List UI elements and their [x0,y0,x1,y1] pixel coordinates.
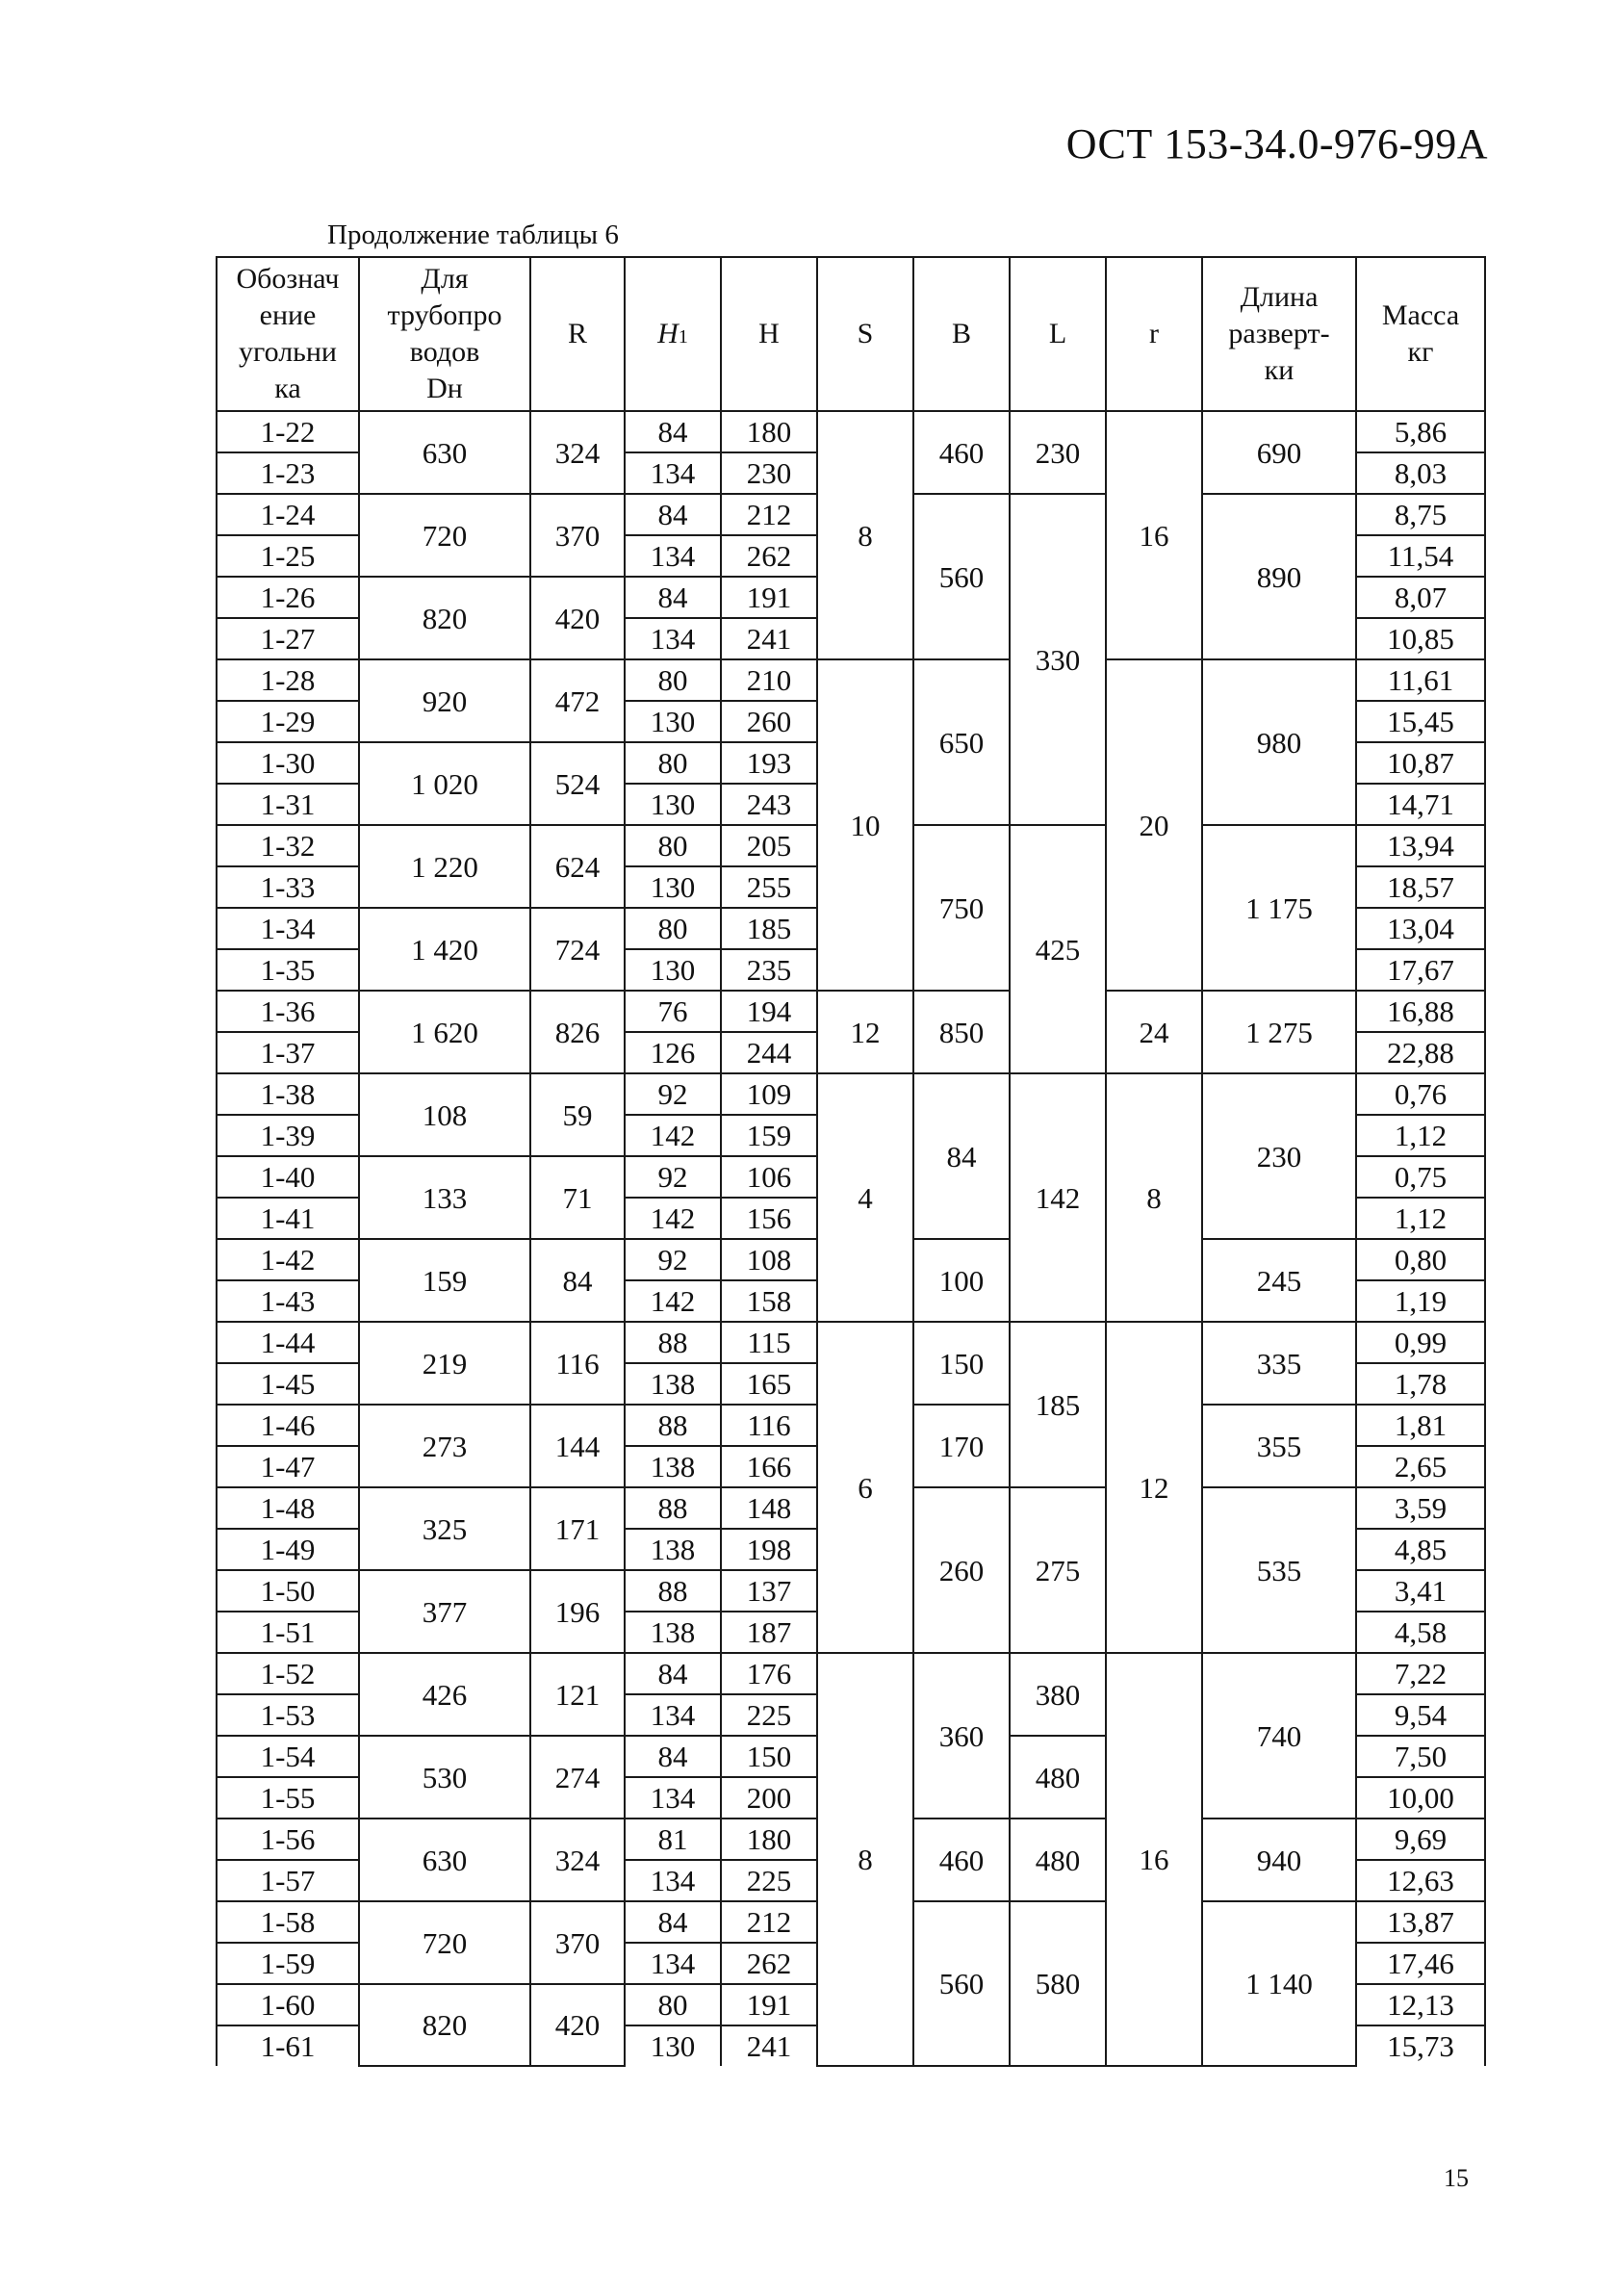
mass-cell: 10,00 [1356,1777,1485,1819]
h-cell: 106 [721,1156,817,1198]
designation-cell: 1-47 [217,1446,359,1487]
designation-cell: 1-46 [217,1405,359,1446]
designation-cell: 1-50 [217,1570,359,1612]
s-cell: 10 [817,659,913,991]
mass-cell: 15,73 [1356,2025,1485,2066]
mass-cell: 8,07 [1356,577,1485,618]
mass-cell: 13,04 [1356,908,1485,949]
radius-cell: 370 [530,494,625,577]
b-cell: 460 [913,411,1010,494]
h-cell: 156 [721,1198,817,1239]
h-cell: 108 [721,1239,817,1280]
length-cell: 940 [1202,1819,1356,1901]
designation-cell: 1-29 [217,701,359,742]
table-body [217,411,1485,2066]
mass-cell: 5,86 [1356,411,1485,452]
mass-cell: 7,50 [1356,1736,1485,1777]
h-cell: 137 [721,1570,817,1612]
designation-cell: 1-23 [217,452,359,494]
s-cell: 12 [817,991,913,1073]
designation-cell: 1-33 [217,866,359,908]
length-cell: 980 [1202,659,1356,825]
b-cell: 650 [913,659,1010,825]
h-cell: 243 [721,784,817,825]
h1-cell: 134 [625,618,721,659]
b-cell: 84 [913,1073,1010,1239]
designation-cell: 1-48 [217,1487,359,1529]
radius-cell: 59 [530,1073,625,1156]
pipe-dn-cell: 630 [359,1819,530,1901]
h1-cell: 138 [625,1446,721,1487]
radius-cell: 826 [530,991,625,1073]
b-cell: 360 [913,1653,1010,1819]
header-designation: Обознач ение угольни ка [217,257,359,411]
h1-cell: 142 [625,1280,721,1322]
table-row [217,659,1485,701]
h1-cell: 92 [625,1156,721,1198]
designation-cell: 1-53 [217,1694,359,1736]
h1-cell: 130 [625,701,721,742]
h1-cell: 84 [625,411,721,452]
h1-cell: 134 [625,535,721,577]
h1-cell: 134 [625,1860,721,1901]
designation-cell: 1-45 [217,1363,359,1405]
l-cell: 330 [1010,494,1106,825]
table-row [217,1653,1485,1694]
h-cell: 244 [721,1032,817,1073]
pipe-dn-cell: 1 020 [359,742,530,825]
h-cell: 212 [721,1901,817,1943]
radius-cell: 420 [530,577,625,659]
bend-radius-cell: 12 [1106,1322,1202,1653]
mass-cell: 11,61 [1356,659,1485,701]
h1-cell: 134 [625,1694,721,1736]
header-l: L [1010,257,1106,411]
s-cell: 4 [817,1073,913,1322]
header-r-radius: R [530,257,625,411]
l-cell: 480 [1010,1819,1106,1901]
designation-cell: 1-27 [217,618,359,659]
pipe-dn-cell: 720 [359,494,530,577]
pipe-dn-cell: 1 620 [359,991,530,1073]
b-cell: 850 [913,991,1010,1073]
pipe-dn-cell: 426 [359,1653,530,1736]
header-length: Длина разверт- ки [1202,257,1356,411]
h1-cell: 76 [625,991,721,1032]
designation-cell: 1-24 [217,494,359,535]
h1-cell: 80 [625,1984,721,2025]
designation-cell: 1-26 [217,577,359,618]
h-cell: 255 [721,866,817,908]
h-cell: 191 [721,1984,817,2025]
h-cell: 194 [721,991,817,1032]
radius-cell: 524 [530,742,625,825]
designation-cell: 1-55 [217,1777,359,1819]
radius-cell: 71 [530,1156,625,1239]
radius-cell: 121 [530,1653,625,1736]
bend-radius-cell: 20 [1106,659,1202,991]
b-cell: 100 [913,1239,1010,1322]
h1-cell: 130 [625,784,721,825]
header-h: H [721,257,817,411]
h1-cell: 80 [625,659,721,701]
header-row [217,257,1485,411]
pipe-dn-cell: 1 220 [359,825,530,908]
document-code: ОСТ 153-34.0-976-99А [1065,120,1488,168]
header-b: B [913,257,1010,411]
mass-cell: 17,67 [1356,949,1485,991]
radius-cell: 84 [530,1239,625,1322]
pipe-dn-cell: 1 420 [359,908,530,991]
designation-cell: 1-39 [217,1115,359,1156]
angle-table [216,256,1486,2067]
mass-cell: 18,57 [1356,866,1485,908]
h1-cell: 134 [625,1777,721,1819]
designation-cell: 1-28 [217,659,359,701]
h1-cell: 88 [625,1405,721,1446]
length-cell: 1 175 [1202,825,1356,991]
mass-cell: 3,41 [1356,1570,1485,1612]
mass-cell: 1,81 [1356,1405,1485,1446]
h-cell: 260 [721,701,817,742]
pipe-dn-cell: 325 [359,1487,530,1570]
designation-cell: 1-61 [217,2025,359,2066]
h1-cell: 84 [625,1736,721,1777]
h1-cell: 138 [625,1612,721,1653]
radius-cell: 472 [530,659,625,742]
pipe-dn-cell: 159 [359,1239,530,1322]
table-row [217,1073,1485,1115]
mass-cell: 9,54 [1356,1694,1485,1736]
length-cell: 355 [1202,1405,1356,1487]
designation-cell: 1-60 [217,1984,359,2025]
l-cell: 142 [1010,1073,1106,1322]
h1-cell: 92 [625,1239,721,1280]
length-cell: 690 [1202,411,1356,494]
h-cell: 180 [721,411,817,452]
designation-cell: 1-40 [217,1156,359,1198]
radius-cell: 724 [530,908,625,991]
mass-cell: 12,63 [1356,1860,1485,1901]
designation-cell: 1-56 [217,1819,359,1860]
table-row [217,991,1485,1032]
pipe-dn-cell: 377 [359,1570,530,1653]
designation-cell: 1-30 [217,742,359,784]
length-cell: 1 140 [1202,1901,1356,2066]
h1-cell: 88 [625,1487,721,1529]
h1-cell: 130 [625,949,721,991]
pipe-dn-cell: 273 [359,1405,530,1487]
pipe-dn-cell: 630 [359,411,530,494]
b-cell: 170 [913,1405,1010,1487]
header-s: S [817,257,913,411]
h-cell: 148 [721,1487,817,1529]
mass-cell: 14,71 [1356,784,1485,825]
h1-cell: 80 [625,742,721,784]
designation-cell: 1-32 [217,825,359,866]
h-cell: 150 [721,1736,817,1777]
mass-cell: 0,76 [1356,1073,1485,1115]
mass-cell: 15,45 [1356,701,1485,742]
mass-cell: 9,69 [1356,1819,1485,1860]
radius-cell: 196 [530,1570,625,1653]
radius-cell: 171 [530,1487,625,1570]
h1-cell: 134 [625,452,721,494]
designation-cell: 1-57 [217,1860,359,1901]
designation-cell: 1-59 [217,1943,359,1984]
h1-cell: 88 [625,1322,721,1363]
h1-cell: 81 [625,1819,721,1860]
radius-cell: 116 [530,1322,625,1405]
designation-cell: 1-22 [217,411,359,452]
h1-cell: 80 [625,825,721,866]
table-row [217,411,1485,452]
h1-cell: 138 [625,1529,721,1570]
radius-cell: 624 [530,825,625,908]
h-cell: 210 [721,659,817,701]
h1-cell: 84 [625,1901,721,1943]
mass-cell: 10,85 [1356,618,1485,659]
b-cell: 260 [913,1487,1010,1653]
h-cell: 212 [721,494,817,535]
s-cell: 8 [817,411,913,659]
designation-cell: 1-43 [217,1280,359,1322]
h-cell: 180 [721,1819,817,1860]
h1-cell: 80 [625,908,721,949]
h-cell: 115 [721,1322,817,1363]
l-cell: 275 [1010,1487,1106,1653]
mass-cell: 0,99 [1356,1322,1485,1363]
pipe-dn-cell: 108 [359,1073,530,1156]
designation-cell: 1-35 [217,949,359,991]
length-cell: 1 275 [1202,991,1356,1073]
header-r-bend: r [1106,257,1202,411]
page-number: 15 [1444,2164,1469,2192]
mass-cell: 1,12 [1356,1198,1485,1239]
designation-cell: 1-44 [217,1322,359,1363]
mass-cell: 8,75 [1356,494,1485,535]
mass-cell: 2,65 [1356,1446,1485,1487]
mass-cell: 13,87 [1356,1901,1485,1943]
l-cell: 380 [1010,1653,1106,1736]
radius-cell: 370 [530,1901,625,1984]
h-cell: 109 [721,1073,817,1115]
mass-cell: 3,59 [1356,1487,1485,1529]
designation-cell: 1-37 [217,1032,359,1073]
mass-cell: 16,88 [1356,991,1485,1032]
designation-cell: 1-52 [217,1653,359,1694]
h-cell: 187 [721,1612,817,1653]
pipe-dn-cell: 920 [359,659,530,742]
s-cell: 8 [817,1653,913,2066]
h-cell: 241 [721,618,817,659]
l-cell: 230 [1010,411,1106,494]
h-cell: 200 [721,1777,817,1819]
h-cell: 176 [721,1653,817,1694]
radius-cell: 324 [530,411,625,494]
table-caption: Продолжение таблицы 6 [327,219,619,250]
designation-cell: 1-31 [217,784,359,825]
h1-cell: 84 [625,1653,721,1694]
pipe-dn-cell: 219 [359,1322,530,1405]
mass-cell: 1,12 [1356,1115,1485,1156]
h-cell: 185 [721,908,817,949]
length-cell: 535 [1202,1487,1356,1653]
table-row [217,1322,1485,1363]
mass-cell: 7,22 [1356,1653,1485,1694]
mass-cell: 8,03 [1356,452,1485,494]
pipe-dn-cell: 820 [359,1984,530,2066]
h1-cell: 130 [625,866,721,908]
mass-cell: 0,75 [1356,1156,1485,1198]
length-cell: 245 [1202,1239,1356,1322]
designation-cell: 1-25 [217,535,359,577]
length-cell: 890 [1202,494,1356,659]
mass-cell: 17,46 [1356,1943,1485,1984]
h-cell: 198 [721,1529,817,1570]
h-cell: 225 [721,1860,817,1901]
b-cell: 460 [913,1819,1010,1901]
h1-cell: 84 [625,494,721,535]
b-cell: 750 [913,825,1010,991]
length-cell: 335 [1202,1322,1356,1405]
h1-cell: 142 [625,1198,721,1239]
h1-cell: 88 [625,1570,721,1612]
b-cell: 560 [913,494,1010,659]
h-cell: 191 [721,577,817,618]
designation-cell: 1-34 [217,908,359,949]
h-cell: 158 [721,1280,817,1322]
mass-cell: 22,88 [1356,1032,1485,1073]
mass-cell: 13,94 [1356,825,1485,866]
h-cell: 205 [721,825,817,866]
mass-cell: 1,78 [1356,1363,1485,1405]
radius-cell: 324 [530,1819,625,1901]
pipe-dn-cell: 820 [359,577,530,659]
h-cell: 225 [721,1694,817,1736]
mass-cell: 1,19 [1356,1280,1485,1322]
mass-cell: 11,54 [1356,535,1485,577]
mass-cell: 10,87 [1356,742,1485,784]
bend-radius-cell: 16 [1106,1653,1202,2066]
h-cell: 262 [721,535,817,577]
h1-cell: 134 [625,1943,721,1984]
designation-cell: 1-42 [217,1239,359,1280]
h1-cell: 126 [625,1032,721,1073]
h-cell: 262 [721,1943,817,1984]
designation-cell: 1-54 [217,1736,359,1777]
header-mass: Масса кг [1356,257,1485,411]
h1-cell: 84 [625,577,721,618]
h-cell: 159 [721,1115,817,1156]
pipe-dn-cell: 530 [359,1736,530,1819]
h-cell: 193 [721,742,817,784]
designation-cell: 1-41 [217,1198,359,1239]
b-cell: 150 [913,1322,1010,1405]
mass-cell: 12,13 [1356,1984,1485,2025]
bend-radius-cell: 16 [1106,411,1202,659]
h-cell: 241 [721,2025,817,2066]
h-cell: 165 [721,1363,817,1405]
header-h1: H1 [625,257,721,411]
designation-cell: 1-51 [217,1612,359,1653]
h-cell: 116 [721,1405,817,1446]
h1-cell: 92 [625,1073,721,1115]
l-cell: 425 [1010,825,1106,1073]
pipe-dn-cell: 720 [359,1901,530,1984]
mass-cell: 4,85 [1356,1529,1485,1570]
designation-cell: 1-38 [217,1073,359,1115]
b-cell: 560 [913,1901,1010,2066]
length-cell: 740 [1202,1653,1356,1819]
bend-radius-cell: 24 [1106,991,1202,1073]
mass-cell: 4,58 [1356,1612,1485,1653]
designation-cell: 1-49 [217,1529,359,1570]
l-cell: 580 [1010,1901,1106,2066]
h1-cell: 130 [625,2025,721,2066]
h-cell: 230 [721,452,817,494]
s-cell: 6 [817,1322,913,1653]
pipe-dn-cell: 133 [359,1156,530,1239]
radius-cell: 274 [530,1736,625,1819]
h1-cell: 138 [625,1363,721,1405]
l-cell: 185 [1010,1322,1106,1487]
h-cell: 235 [721,949,817,991]
mass-cell: 0,80 [1356,1239,1485,1280]
length-cell: 230 [1202,1073,1356,1239]
h-cell: 166 [721,1446,817,1487]
designation-cell: 1-58 [217,1901,359,1943]
l-cell: 480 [1010,1736,1106,1819]
radius-cell: 144 [530,1405,625,1487]
radius-cell: 420 [530,1984,625,2066]
designation-cell: 1-36 [217,991,359,1032]
header-pipe: Для трубопро водов Dн [359,257,530,411]
h1-cell: 142 [625,1115,721,1156]
bend-radius-cell: 8 [1106,1073,1202,1322]
